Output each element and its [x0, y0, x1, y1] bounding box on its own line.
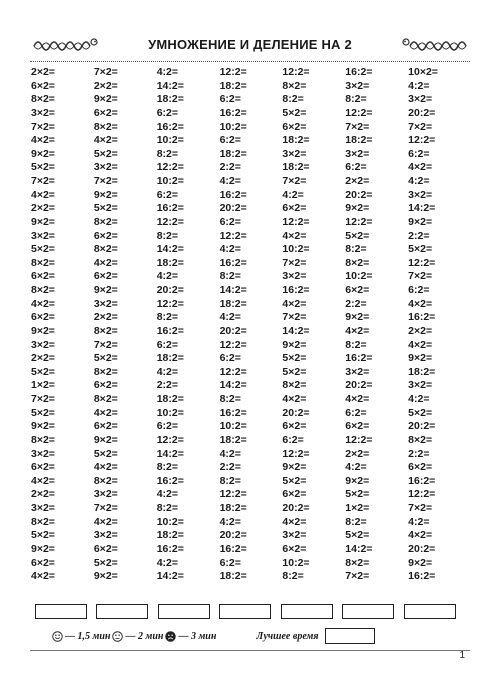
- exercise-cell: 5×2=: [31, 406, 55, 419]
- exercise-cell: 2×2=: [31, 202, 55, 215]
- exercise-cell: 3×2=: [408, 188, 433, 201]
- exercise-cell: 3×2=: [282, 529, 307, 542]
- exercise-cell: 4×2=: [408, 529, 433, 542]
- exercise-cell: 6×2=: [31, 270, 55, 283]
- exercise-cell: 4×2=: [93, 461, 118, 474]
- exercise-cell: 5×2=: [282, 106, 307, 119]
- exercise-cell: 8×2=: [93, 243, 118, 256]
- exercise-cell: 3×2=: [345, 147, 370, 160]
- exercise-cell: 6:2=: [219, 93, 241, 106]
- exercise-cell: 7×2=: [345, 120, 370, 133]
- exercise-cell: 6:2=: [219, 352, 241, 365]
- exercise-cell: 7×2=: [408, 270, 433, 283]
- happy-face-icon: [52, 631, 63, 642]
- exercise-cell: 4×2=: [31, 188, 55, 201]
- exercise-cell: 16:2=: [282, 284, 310, 296]
- exercise-cell: 3×2=: [408, 93, 433, 106]
- exercise-cell: 6×2=: [282, 202, 307, 215]
- exercise-cell: 5×2=: [345, 529, 370, 542]
- answer-box[interactable]: [35, 604, 87, 619]
- exercise-cell: 5×2=: [408, 243, 433, 256]
- exercise-cell: 20:2=: [219, 529, 247, 542]
- exercise-cell: 4:2=: [408, 175, 430, 187]
- exercise-cell: 6:2=: [156, 420, 179, 433]
- exercise-cell: 12:2=: [282, 215, 310, 228]
- exercise-cell: 16:2=: [219, 406, 247, 419]
- exercise-cell: 3×2=: [93, 161, 118, 174]
- exercise-cell: 8:2=: [219, 474, 241, 487]
- exercise-cell: 14:2=: [219, 379, 247, 392]
- exercise-cell: 8:2=: [156, 311, 179, 324]
- exercise-cell: 20:2=: [219, 324, 247, 337]
- header-divider: [30, 61, 470, 62]
- exercise-cell: 16:2=: [408, 570, 436, 583]
- exercise-cell: 12:2=: [219, 229, 247, 242]
- exercise-cell: 6:2=: [156, 338, 179, 351]
- exercise-cell: 7×2=: [408, 120, 433, 133]
- exercise-cell: 18:2=: [219, 79, 247, 92]
- exercise-cell: 8×2=: [93, 474, 118, 487]
- exercise-cell: 2:2=: [408, 229, 430, 242]
- exercise-cell: 6:2=: [156, 106, 179, 119]
- exercise-cell: 7×2=: [282, 256, 307, 269]
- exercise-cell: 3×2=: [408, 379, 433, 392]
- exercise-cell: 6×2=: [31, 556, 55, 569]
- exercise-cell: 3×2=: [93, 529, 118, 542]
- exercise-cell: 4:2=: [156, 365, 179, 378]
- exercise-cell: 18:2=: [156, 393, 184, 405]
- exercise-cell: 9×2=: [93, 93, 118, 106]
- exercise-cell: 4:2=: [408, 79, 430, 92]
- exercise-cell: 7×2=: [93, 175, 118, 187]
- exercise-cell: 2×2=: [408, 324, 433, 337]
- exercise-cell: 3×2=: [93, 297, 118, 310]
- time-label-1: — 1,5 мин: [65, 630, 111, 642]
- exercise-cell: 9×2=: [408, 556, 433, 569]
- exercise-cell: 5×2=: [93, 147, 118, 160]
- exercise-cell: 16:2=: [408, 311, 436, 324]
- exercise-cell: 9×2=: [31, 324, 55, 337]
- exercise-cell: 16:2=: [156, 202, 184, 215]
- exercise-cell: 6:2=: [345, 406, 367, 419]
- exercise-cell: 12:2=: [219, 365, 247, 378]
- exercise-cell: 5×2=: [408, 406, 433, 419]
- exercise-cell: 2:2=: [408, 447, 430, 460]
- exercise-cell: 8×2=: [31, 256, 55, 269]
- exercise-cell: 3×2=: [345, 79, 370, 92]
- exercise-cell: 14:2=: [156, 570, 184, 583]
- exercise-cell: 10:2=: [156, 406, 184, 419]
- answer-box[interactable]: [404, 604, 456, 619]
- exercise-cell: 8:2=: [345, 515, 367, 528]
- exercise-cell: 6:2=: [219, 134, 241, 147]
- exercise-cell: 1×2=: [31, 379, 55, 392]
- exercise-cell: 6×2=: [345, 420, 370, 433]
- exercise-cell: 16:2=: [219, 188, 247, 201]
- answer-box[interactable]: [342, 604, 394, 619]
- exercise-cell: 6×2=: [93, 420, 118, 433]
- exercise-cell: 5×2=: [345, 488, 370, 501]
- exercise-cell: 20:2=: [345, 379, 373, 392]
- footer-legend: [50, 627, 460, 645]
- exercise-cell: 20:2=: [282, 406, 310, 419]
- exercise-cell: 8:2=: [156, 229, 179, 242]
- exercise-cell: 10:2=: [345, 270, 373, 283]
- exercise-cell: 18:2=: [156, 93, 184, 106]
- exercise-cell: 2×2=: [31, 352, 55, 365]
- exercise-cell: 16:2=: [156, 474, 184, 487]
- exercise-cell: 8×2=: [31, 93, 55, 106]
- exercise-cell: 6:2=: [156, 188, 179, 201]
- exercise-cell: 12:2=: [219, 338, 247, 351]
- exercise-cell: 20:2=: [345, 188, 373, 201]
- exercise-cell: 20:2=: [219, 202, 247, 215]
- exercise-cell: 20:2=: [408, 106, 436, 119]
- exercise-cell: 9×2=: [282, 338, 307, 351]
- exercise-cell: 16:2=: [156, 542, 184, 555]
- exercise-cell: 4:2=: [219, 175, 241, 187]
- exercise-cell: 10:2=: [219, 420, 247, 433]
- exercise-cell: 12:2=: [219, 66, 247, 78]
- exercise-cell: 20:2=: [408, 420, 436, 433]
- exercise-cell: 18:2=: [156, 529, 184, 542]
- exercise-cell: 5×2=: [282, 474, 307, 487]
- exercise-cell: 8:2=: [156, 147, 179, 160]
- exercise-cell: 7×2=: [282, 175, 307, 187]
- exercise-cell: 18:2=: [156, 256, 184, 269]
- exercise-cell: 4×2=: [282, 297, 307, 310]
- exercise-cell: 14:2=: [156, 79, 184, 92]
- exercise-cell: 9×2=: [345, 202, 370, 215]
- exercise-cell: 8:2=: [345, 338, 367, 351]
- exercise-cell: 4:2=: [219, 515, 241, 528]
- exercise-cell: 16:2=: [156, 120, 184, 133]
- exercise-cell: 8×2=: [345, 556, 370, 569]
- exercise-cell: 9×2=: [31, 147, 55, 160]
- exercise-cell: 9×2=: [282, 461, 307, 474]
- exercise-cell: 14:2=: [219, 284, 247, 296]
- exercise-cell: 9×2=: [93, 188, 118, 201]
- exercise-cell: 3×2=: [345, 365, 370, 378]
- best-time-box[interactable]: [325, 628, 375, 644]
- exercise-cell: 4:2=: [219, 311, 241, 324]
- exercise-cell: 4×2=: [93, 515, 118, 528]
- exercise-cell: 5×2=: [93, 447, 118, 460]
- exercise-cell: 8×2=: [282, 379, 307, 392]
- exercise-cell: 16:2=: [219, 256, 247, 269]
- exercise-cell: 18:2=: [219, 570, 247, 583]
- exercise-cell: 10:2=: [219, 120, 247, 133]
- exercise-cell: 9×2=: [31, 420, 55, 433]
- exercise-cell: 4:2=: [156, 270, 179, 283]
- exercise-cell: 6×2=: [345, 284, 370, 296]
- exercise-cell: 12:2=: [345, 215, 373, 228]
- exercise-cell: 4:2=: [219, 447, 241, 460]
- exercise-cell: 5×2=: [93, 202, 118, 215]
- exercise-cell: 3×2=: [93, 488, 118, 501]
- exercise-cell: 8×2=: [31, 284, 55, 296]
- exercise-cell: 4×2=: [282, 515, 307, 528]
- snake-ornament-icon: [398, 34, 468, 54]
- exercise-cell: 4×2=: [93, 134, 118, 147]
- exercise-cell: 6×2=: [282, 542, 307, 555]
- exercise-cell: 5×2=: [93, 556, 118, 569]
- answer-box[interactable]: [219, 604, 271, 619]
- exercise-cell: 4:2=: [156, 556, 179, 569]
- exercise-cell: 16:2=: [156, 324, 184, 337]
- exercise-cell: 4×2=: [31, 134, 55, 147]
- exercise-cell: 2:2=: [219, 161, 241, 174]
- exercise-cell: 2×2=: [345, 175, 370, 187]
- exercise-cell: 18:2=: [345, 134, 373, 147]
- exercise-cell: 16:2=: [345, 352, 373, 365]
- exercise-cell: 6×2=: [93, 106, 118, 119]
- exercise-cell: 9×2=: [345, 474, 370, 487]
- exercise-cell: 18:2=: [408, 365, 436, 378]
- exercise-cell: 6×2=: [31, 461, 55, 474]
- exercise-cell: 9×2=: [345, 311, 370, 324]
- exercise-cell: 9×2=: [408, 215, 433, 228]
- exercise-cell: 6:2=: [408, 147, 430, 160]
- exercise-cell: 6:2=: [345, 161, 367, 174]
- exercise-cell: 8×2=: [93, 215, 118, 228]
- exercise-cell: 6×2=: [282, 120, 307, 133]
- exercise-cell: 8×2=: [93, 120, 118, 133]
- exercise-cell: 6×2=: [31, 311, 55, 324]
- exercise-cell: 7×2=: [93, 502, 118, 514]
- exercise-cell: 4:2=: [219, 243, 241, 256]
- exercise-cell: 10:2=: [282, 243, 310, 256]
- exercise-cell: 6:2=: [219, 215, 241, 228]
- exercise-cell: 7×2=: [345, 570, 370, 583]
- exercise-cell: 14:2=: [345, 542, 373, 555]
- exercise-cell: 4:2=: [345, 461, 367, 474]
- exercise-cell: 7×2=: [408, 502, 433, 514]
- footer-divider: [30, 650, 470, 651]
- exercise-cell: 5×2=: [345, 229, 370, 242]
- best-time-label: Лучшее время: [256, 630, 319, 642]
- exercise-cell: 10:2=: [156, 515, 184, 528]
- exercise-cell: 2×2=: [31, 488, 55, 501]
- answer-boxes: [35, 604, 465, 619]
- exercise-cell: 6×2=: [282, 420, 307, 433]
- exercise-cell: 7×2=: [93, 66, 118, 78]
- exercise-cell: 14:2=: [156, 243, 184, 256]
- exercise-cell: 6×2=: [93, 379, 118, 392]
- exercise-cell: 20:2=: [408, 542, 436, 555]
- exercise-cell: 8:2=: [156, 502, 179, 514]
- exercise-cell: 10:2=: [156, 134, 184, 147]
- exercise-cell: 9×2=: [31, 542, 55, 555]
- exercise-cell: 4×2=: [31, 570, 55, 583]
- exercise-cell: 12:2=: [156, 433, 184, 446]
- exercise-cell: 12:2=: [408, 134, 436, 147]
- exercise-cell: 6×2=: [408, 461, 433, 474]
- exercise-cell: 5×2=: [31, 365, 55, 378]
- exercise-cell: 10×2=: [408, 66, 438, 78]
- exercise-cell: 8×2=: [345, 256, 370, 269]
- exercise-cell: 4×2=: [93, 256, 118, 269]
- exercise-cell: 8×2=: [31, 433, 55, 446]
- page-title: УМНОЖЕНИЕ И ДЕЛЕНИЕ НА 2: [148, 37, 352, 52]
- exercise-cell: 4×2=: [31, 297, 55, 310]
- exercise-cell: 4×2=: [31, 474, 55, 487]
- exercise-cell: 3×2=: [282, 147, 307, 160]
- exercise-cell: 8:2=: [282, 570, 304, 583]
- exercise-cell: 18:2=: [219, 297, 247, 310]
- exercise-cell: 4×2=: [345, 324, 370, 337]
- exercise-cell: 8:2=: [219, 393, 241, 405]
- exercise-cell: 14:2=: [282, 324, 310, 337]
- exercise-cell: 7×2=: [31, 393, 55, 405]
- exercise-cell: 9×2=: [408, 352, 433, 365]
- exercise-cell: 2×2=: [93, 79, 118, 92]
- exercise-cell: 8×2=: [408, 433, 433, 446]
- answer-box[interactable]: [158, 604, 210, 619]
- exercise-cell: 8:2=: [345, 243, 367, 256]
- exercise-cell: 14:2=: [156, 447, 184, 460]
- exercise-cell: 2:2=: [345, 297, 367, 310]
- exercise-cell: 2×2=: [31, 66, 55, 78]
- exercise-cell: 3×2=: [31, 106, 55, 119]
- exercise-cell: 8×2=: [93, 365, 118, 378]
- exercise-cell: 4:2=: [156, 66, 179, 78]
- exercise-cell: 9×2=: [93, 570, 118, 583]
- exercise-cell: 2:2=: [219, 461, 241, 474]
- exercise-cell: 6×2=: [282, 488, 307, 501]
- exercise-cell: 12:2=: [345, 106, 373, 119]
- exercise-cell: 2×2=: [345, 447, 370, 460]
- exercise-cell: 4×2=: [408, 338, 433, 351]
- exercise-cell: 9×2=: [93, 284, 118, 296]
- exercise-cell: 18:2=: [219, 502, 247, 514]
- exercise-cell: 4×2=: [408, 297, 433, 310]
- exercise-cell: 12:2=: [219, 488, 247, 501]
- exercise-cell: 18:2=: [156, 352, 184, 365]
- exercise-cell: 4:2=: [408, 515, 430, 528]
- exercise-cell: 7×2=: [282, 311, 307, 324]
- exercise-cell: 4×2=: [282, 393, 307, 405]
- exercise-cell: 9×2=: [93, 433, 118, 446]
- exercise-cell: 1×2=: [345, 502, 370, 514]
- exercise-cell: 4×2=: [282, 229, 307, 242]
- time-label-2: — 2 мин: [125, 630, 164, 642]
- exercise-cell: 12:2=: [282, 447, 310, 460]
- exercise-cell: 12:2=: [156, 215, 184, 228]
- exercise-cell: 16:2=: [219, 106, 247, 119]
- neutral-face-icon: [112, 631, 123, 642]
- exercise-cell: 6:2=: [408, 284, 430, 296]
- exercise-cell: 6:2=: [219, 556, 241, 569]
- exercise-cell: 12:2=: [156, 161, 184, 174]
- exercise-cell: 5×2=: [282, 365, 307, 378]
- exercise-cell: 16:2=: [408, 474, 436, 487]
- exercise-cell: 3×2=: [31, 338, 55, 351]
- exercise-cell: 9×2=: [31, 215, 55, 228]
- exercise-cell: 6:2=: [282, 433, 304, 446]
- exercise-cell: 18:2=: [219, 147, 247, 160]
- exercise-cell: 16:2=: [345, 66, 373, 78]
- exercise-cell: 6×2=: [93, 229, 118, 242]
- sad-face-icon: [165, 631, 176, 642]
- exercise-cell: 6×2=: [93, 270, 118, 283]
- exercise-cell: 4:2=: [408, 393, 430, 405]
- exercise-cell: 12:2=: [156, 297, 184, 310]
- exercise-cell: 14:2=: [408, 202, 436, 215]
- exercise-cell: 4×2=: [93, 406, 118, 419]
- answer-box[interactable]: [281, 604, 333, 619]
- exercise-cell: 3×2=: [31, 229, 55, 242]
- header: [30, 30, 470, 60]
- exercise-cell: 8:2=: [282, 93, 304, 106]
- exercise-cell: 18:2=: [282, 161, 310, 174]
- exercise-cell: 3×2=: [31, 447, 55, 460]
- exercise-cell: 5×2=: [282, 352, 307, 365]
- exercise-cell: 7×2=: [31, 175, 55, 187]
- exercise-cell: 7×2=: [93, 338, 118, 351]
- time-label-3: — 3 мин: [178, 630, 217, 642]
- exercise-cell: 8×2=: [93, 324, 118, 337]
- exercise-cell: 6×2=: [31, 79, 55, 92]
- exercise-cell: 5×2=: [31, 243, 55, 256]
- exercise-cell: 2:2=: [156, 379, 179, 392]
- exercise-cell: 4×2=: [408, 161, 433, 174]
- exercise-cell: 12:2=: [408, 256, 436, 269]
- exercise-cell: 12:2=: [345, 433, 373, 446]
- answer-box[interactable]: [96, 604, 148, 619]
- exercise-cell: 8×2=: [282, 79, 307, 92]
- exercise-cell: 18:2=: [219, 433, 247, 446]
- exercise-cell: 16:2=: [219, 542, 247, 555]
- exercise-cell: 8×2=: [31, 515, 55, 528]
- exercise-cell: 10:2=: [282, 556, 310, 569]
- exercise-cell: 3×2=: [282, 270, 307, 283]
- exercise-cell: 5×2=: [31, 529, 55, 542]
- exercise-cell: 4×2=: [345, 393, 370, 405]
- exercise-cell: 8×2=: [93, 393, 118, 405]
- exercise-cell: 8:2=: [219, 270, 241, 283]
- page-number: 1: [459, 650, 465, 661]
- exercise-cell: 3×2=: [31, 502, 55, 514]
- exercise-cell: 6×2=: [93, 542, 118, 555]
- exercise-cell: 12:2=: [408, 488, 436, 501]
- exercise-grid: [31, 66, 471, 584]
- exercise-cell: 18:2=: [282, 134, 310, 147]
- exercise-cell: 5×2=: [93, 352, 118, 365]
- exercise-cell: 4:2=: [282, 188, 304, 201]
- exercise-cell: 8:2=: [156, 461, 179, 474]
- exercise-cell: 5×2=: [31, 161, 55, 174]
- exercise-cell: 20:2=: [156, 284, 184, 296]
- exercise-cell: 7×2=: [31, 120, 55, 133]
- exercise-cell: 20:2=: [282, 502, 310, 514]
- exercise-cell: 8:2=: [345, 93, 367, 106]
- exercise-cell: 10:2=: [156, 175, 184, 187]
- exercise-cell: 2×2=: [93, 311, 118, 324]
- exercise-cell: 12:2=: [282, 66, 310, 78]
- exercise-cell: 4:2=: [156, 488, 179, 501]
